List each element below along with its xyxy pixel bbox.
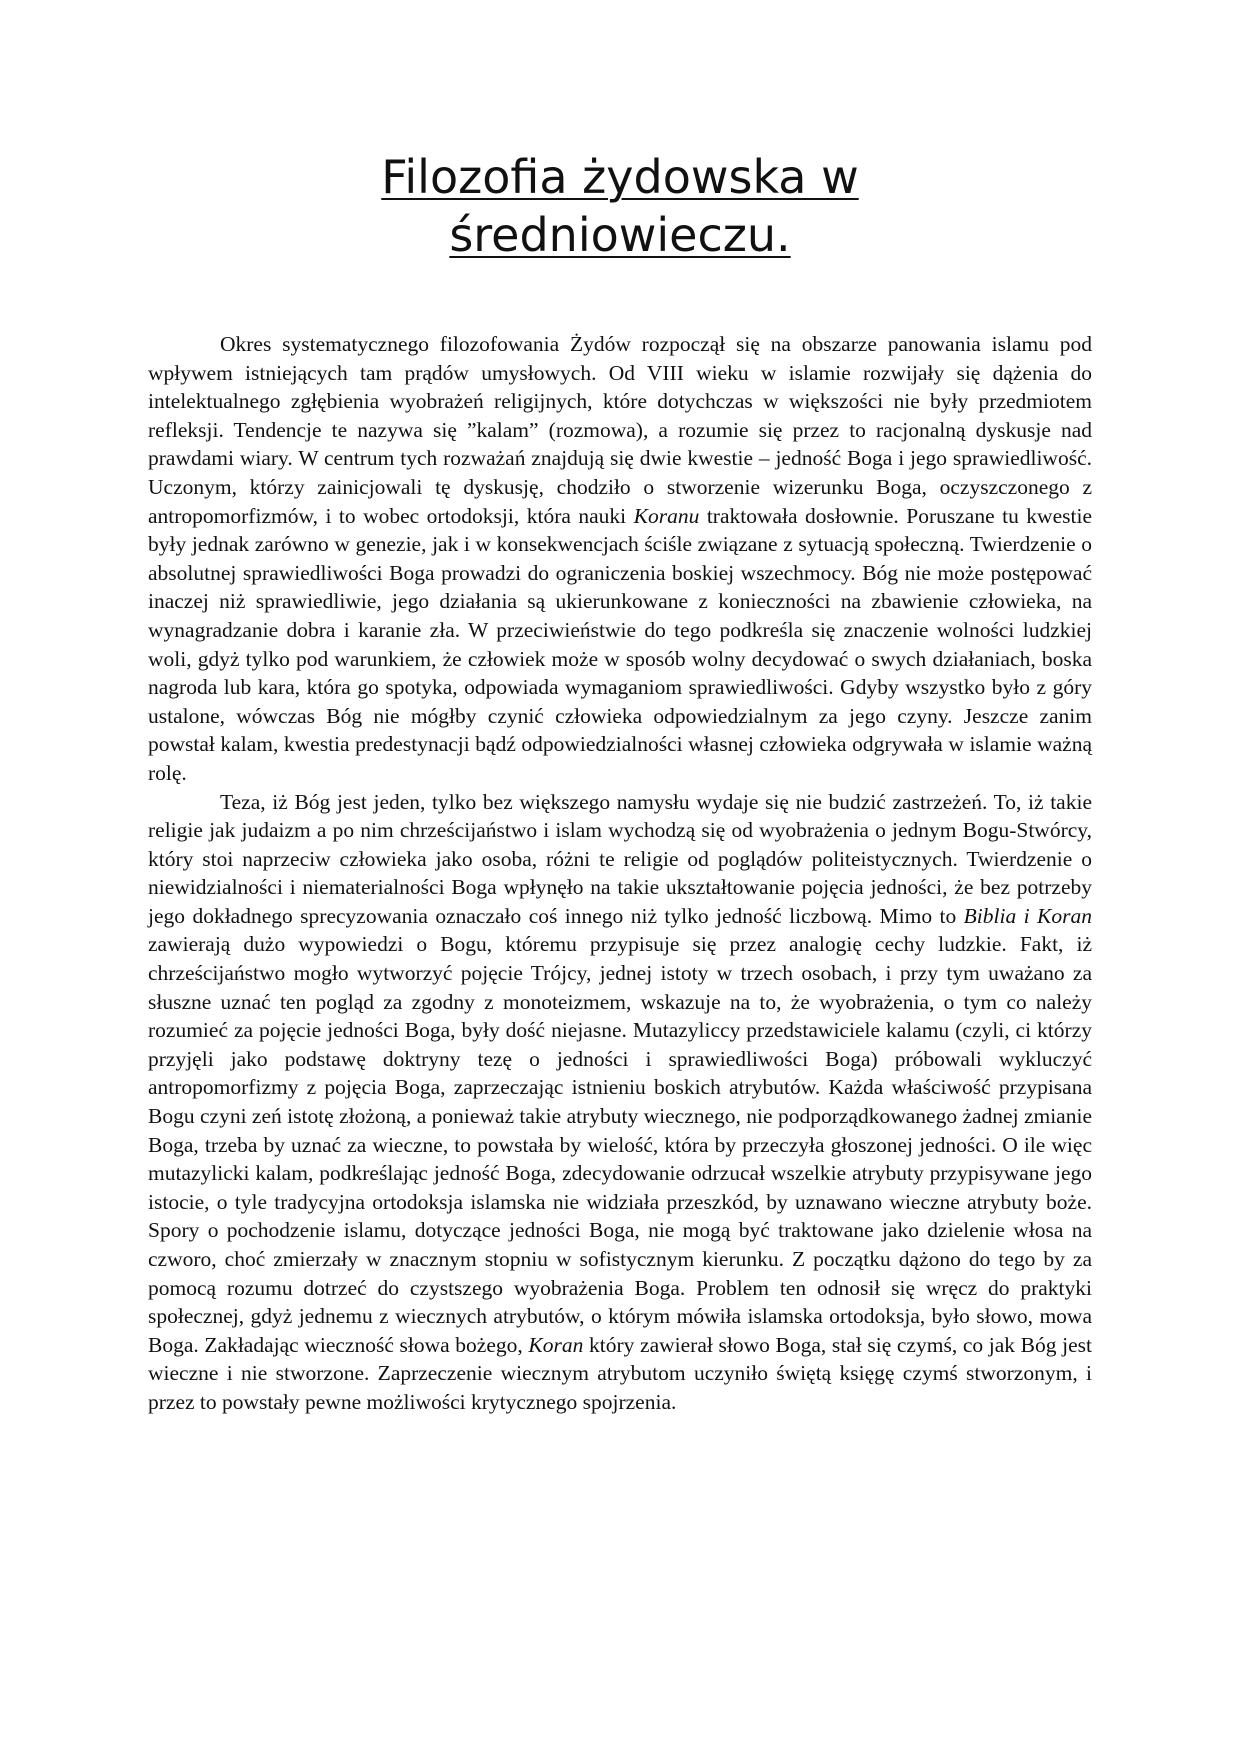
paragraph-1-italic-koranu: Koranu [633,503,700,528]
paragraph-1 [148,330,1092,788]
paragraph-2-text-c: który zawierał słowo Boga, stał się czymś, co jak Bóg jest wieczne i nie stworzone. Zaprzeczenie wiecznym atrybutom uczyniło świętą księgę czymś stworzonym, i przez to powstały pewne możliwości krytycznego spojrzenia. [148,1332,1092,1414]
document-title [150,148,1090,264]
title-line-2: średniowieczu. [449,208,791,262]
paragraph-2-text-a: Teza, iż Bóg jest jeden, tylko bez większego namysłu wydaje się nie budzić zastrzeżeń. To, iż takie religie jak judaizm a po nim chrześcijaństwo i islam wychodzą się od wyobrażenia o jednym Bogu-Stwórcy, który stoi naprzeciw człowieka jako osoba, różni te religie od poglądów politeistycznych. Twierdzenie o niewidzialności i niematerialności Boga wpłynęło na takie ukształtowanie pojęcia jedności, że bez potrzeby jego dokładnego sprecyzowania oznaczało coś innego niż tylko jedność liczbową. Mimo to [148,789,1092,928]
paragraph-2-italic-koran: Koran [528,1332,584,1357]
paragraph-2-italic-biblia-i-koran: Biblia i Koran [963,903,1092,928]
paragraph-2 [148,788,1092,1417]
paragraph-2-text-b: zawierają dużo wypowiedzi o Bogu, któremu przypisuje się przez analogię cechy ludzkie. Fakt, iż chrześcijaństwo mogło wytworzyć pojęcie Trójcy, jednej istoty w trzech osobach, i przy tym uważano za słuszne uznać ten pogląd za zgodny z monoteizmem, wskazuje na to, że wyobrażenia, o tym co należy rozumieć za pojęcie jedności Boga, były dość niejasne. Mutazyliccy przedstawiciele kalamu (czyli, ci którzy przyjęli jako podstawę doktryny tezę o jedności i sprawiedliwości Boga) próbowali wykluczyć antropomorfizmy z pojęcia Boga, zaprzeczając istnieniu boskich atrybutów. Każda właściwość przypisana Bogu czyni zeń istotę złożoną, a ponieważ takie atrybuty wiecznego, nie podporządkowanego żadnej zmianie Boga, trzeba by uznać za wieczne, to powstała by wielość, która by przeczyła głoszonej jedności. O ile więc mutazylicki kalam, podkreślając jedność Boga, zdecydowanie odrzucał wszelkie atrybuty przypisywane jego istocie, o tyle tradycyjna ortodoksja islamska nie widziała przeszkód, by uznawano wieczne atrybuty boże. Spory o pochodzenie islamu, dotyczące jedności Boga, nie mogą być traktowane jako dzielenie włosa na czworo, choć zmierzały w znacznym stopniu w sofistycznym kierunku. Z początku dążono do tego by za pomocą rozumu dotrzeć do czystszego wyobrażenia Boga. Problem ten odnosił się wręcz do praktyki społecznej, gdyż jednemu z wiecznych atrybutów, o którym mówiła islamska ortodoksja, było słowo, mowa Boga. Zakładając wieczność słowa bożego, [148,932,1092,1357]
paragraph-1-text-b: traktowała dosłownie. Poruszane tu kwestie były jednak zarówno w genezie, jak i w konsekwencjach ściśle związane z sytuacją społeczną. Twierdzenie o absolutnej sprawiedliwości Boga prowadzi do ograniczenia boskiej wszechmocy. Bóg nie może postępować inaczej niż sprawiedliwie, jego działania są ukierunkowane z konieczności na zbawienie człowieka, na wynagradzanie dobra i karanie zła. W przeciwieństwie do tego podkreśla się znaczenie wolności ludzkiej woli, gdyż tylko pod warunkiem, że człowiek może w sposób wolny decydować o swych działaniach, boska nagroda lub kara, która go spotyka, odpowiada wymaganiom sprawiedliwości. Gdyby wszystko było z góry ustalone, wówczas Bóg nie mógłby czynić człowieka odpowiedzialnym za jego czyny. Jeszcze zanim powstał kalam, kwestia predestynacji bądź odpowiedzialności własnej człowieka odgrywała w islamie ważną rolę. [148,503,1092,785]
paragraph-1-text-a: Okres systematycznego filozofowania Żydów rozpoczął się na obszarze panowania islamu pod wpływem istniejących tam prądów umysłowych. Od VIII wieku w islamie rozwijały się dążenia do intelektualnego zgłębienia wyobrażeń religijnych, które dotychczas w większości nie były przedmiotem refleksji. Tendencje te nazywa się ”kalam” (rozmowa), a rozumie się przez to racjonalną dyskusje nad prawdami wiary. W centrum tych rozważań znajdują się dwie kwestie – jedność Boga i jego sprawiedliwość. Uczonym, którzy zainicjowali tę dyskusję, chodziło o stworzenie wizerunku Boga, oczyszczonego z antropomorfizmów, i to wobec ortodoksji, która nauki [148,332,1092,528]
document-body [148,330,1092,1417]
title-line-1: Filozofia żydowska w [381,150,859,204]
